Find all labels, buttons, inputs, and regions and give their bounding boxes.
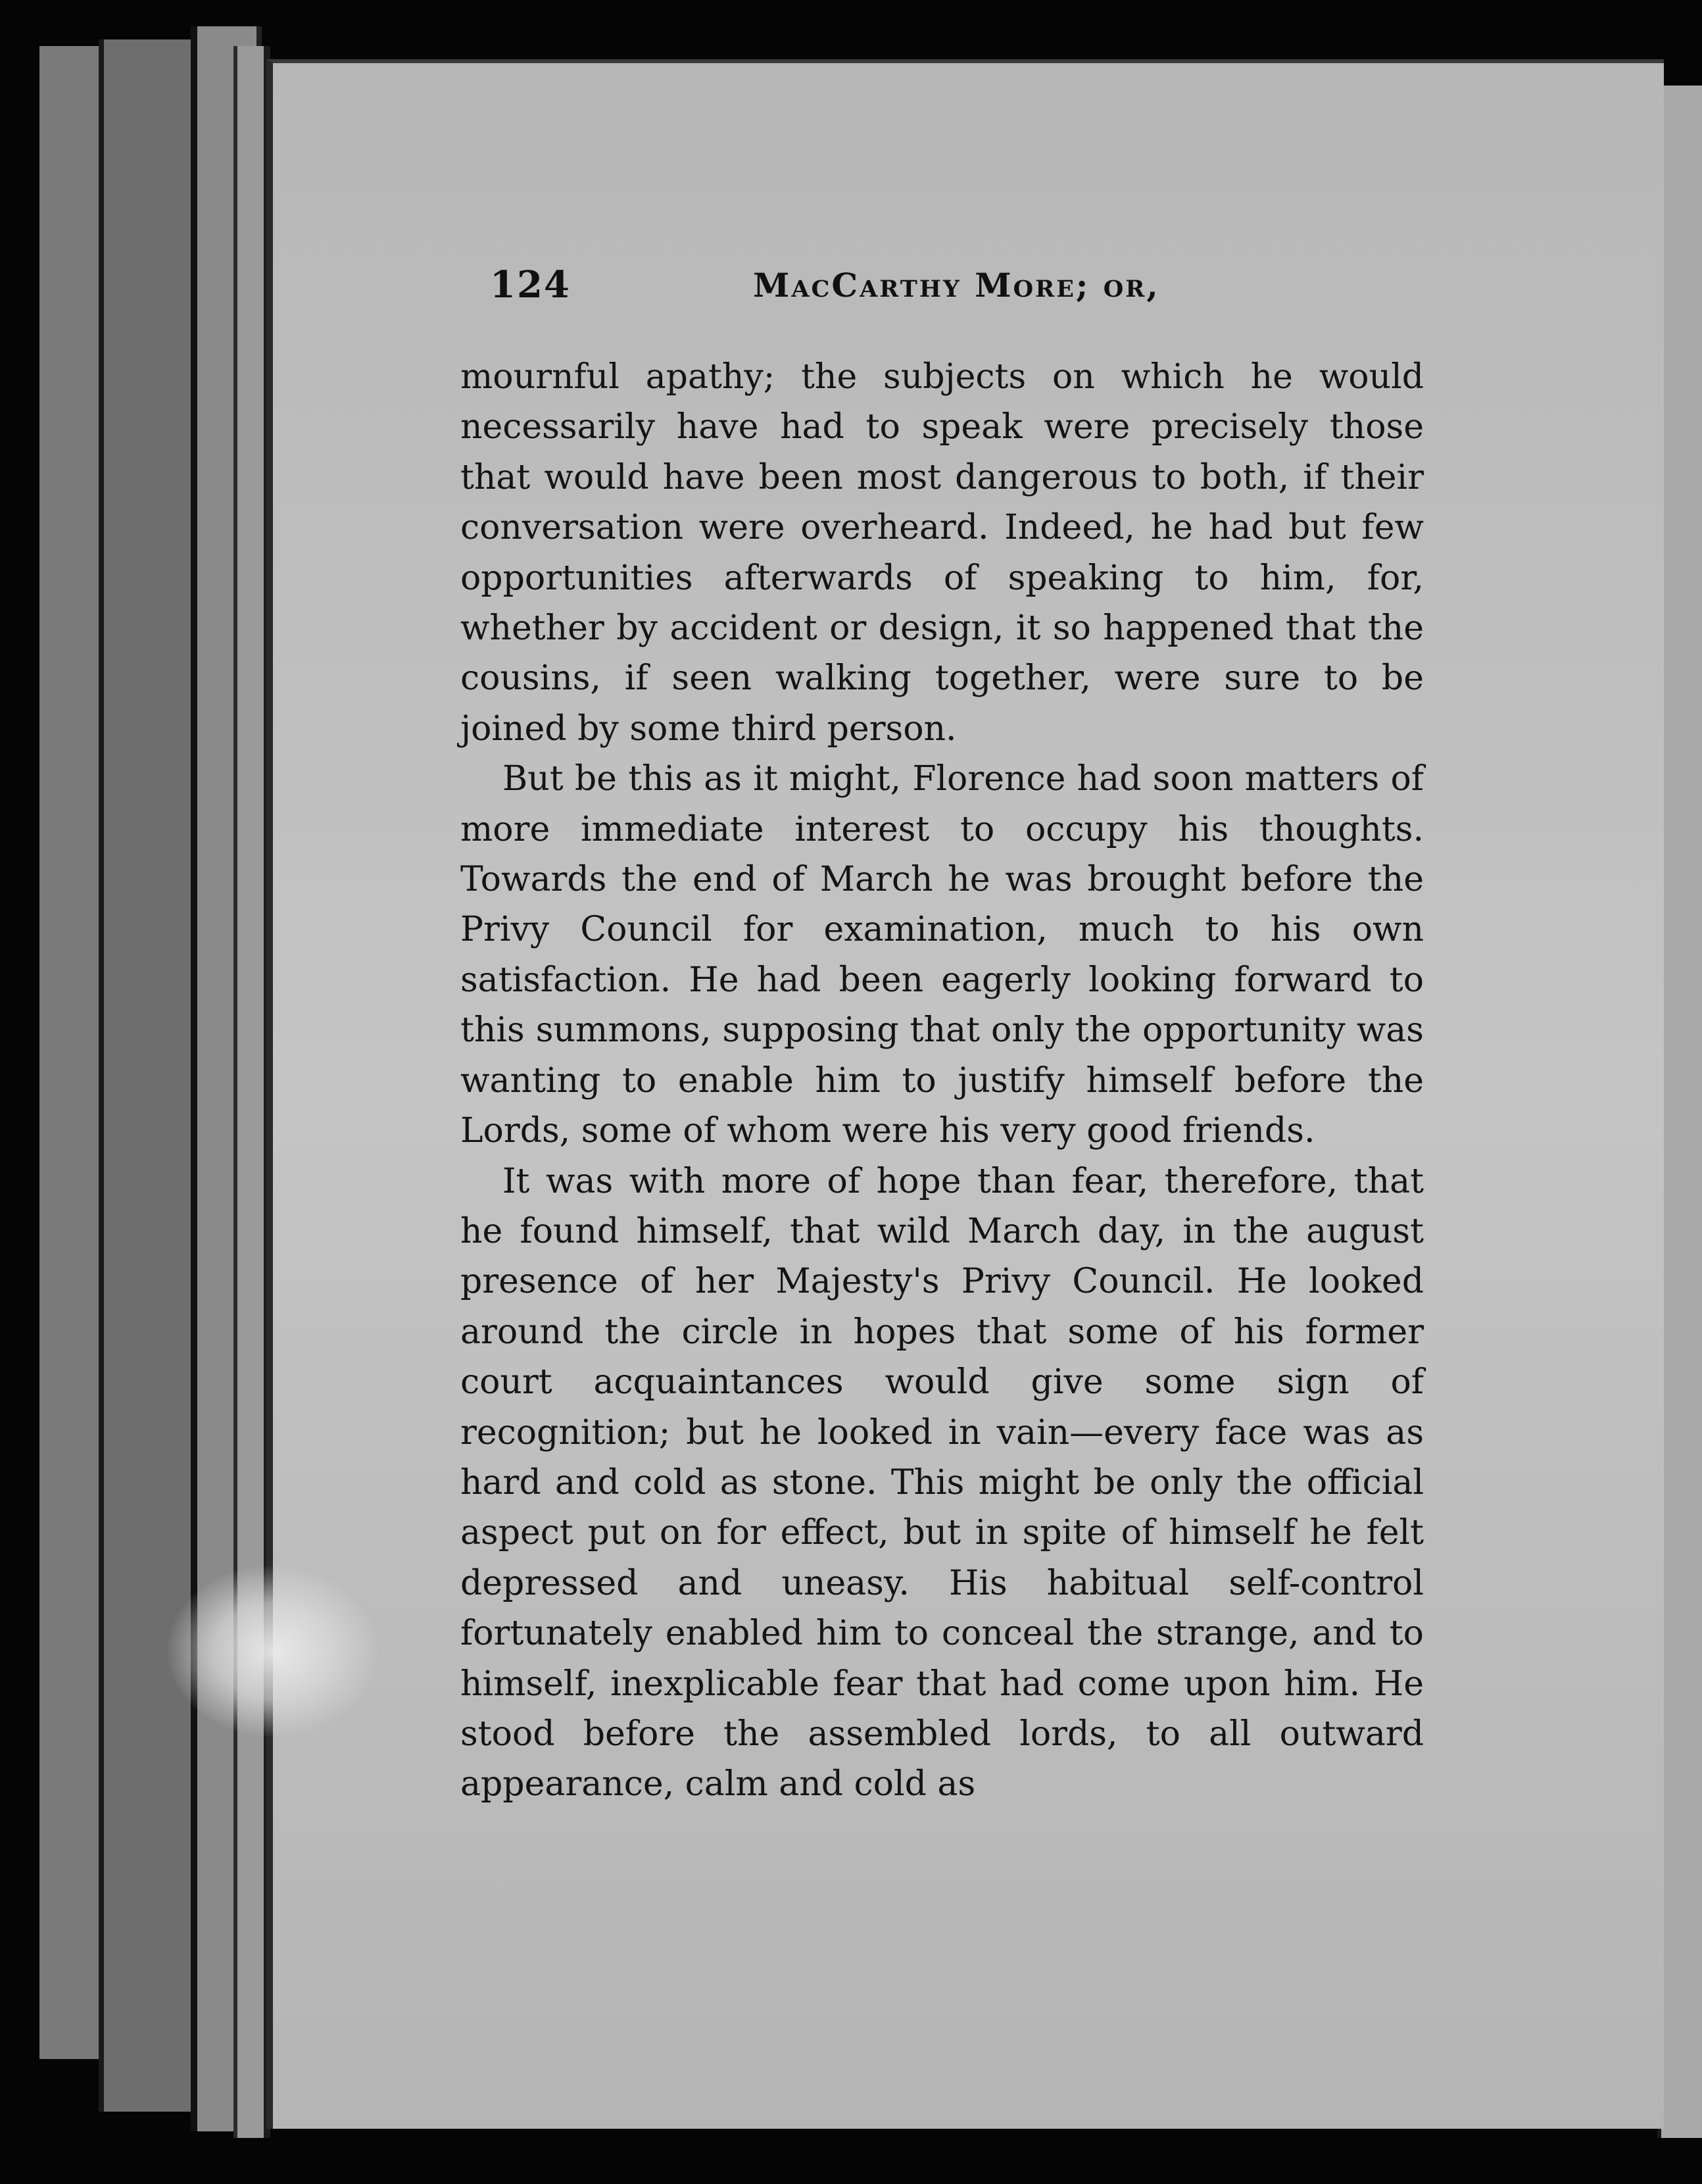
page-header bbox=[490, 263, 1424, 316]
page-number: 124 bbox=[490, 263, 571, 307]
scan-smudge bbox=[168, 1566, 378, 1737]
book-edge-line bbox=[233, 46, 270, 2138]
facing-page-edge bbox=[1657, 86, 1702, 2138]
paragraph: mournful apathy; the subjects on which he would necessarily have had to speak were precisely those that would have been most dangerous to both, if their conversation were overheard. Indeed, he had but few opportunities afterwards of speaking to him, for, whether by accident or design, it so happened that the cousins, if seen walking together, were sure to be joined by some third person. bbox=[460, 357, 1424, 749]
body-text bbox=[460, 352, 1424, 1810]
paragraph: It was with more of hope than fear, therefore, that he found himself, that wild March day, in the august presence of her Majesty's Privy Council. He looked around the circle in hopes that some of his former court acquaintances would give some sign of recognition; but he looked in vain—every face was as hard and cold as stone. This might be only the official aspect put on for effect, but in spite of himself he felt depressed and uneasy. His habitual self-control fortunately enabled him to conceal the strange, and to himself, inexplicable fear that had come upon him. He stood before the assembled lords, to all outward appearance, calm and cold as bbox=[460, 1161, 1424, 1804]
paragraph: But be this as it might, Florence had soon matters of more immediate interest to occupy his thoughts. Towards the end of March he was brought before the Privy Council for examination, much to his own satisfaction. He had been eagerly looking forward to this summons, supposing that only the opportunity was wanting to enable him to justify himself before the Lords, some of whom were his very good friends. bbox=[460, 759, 1424, 1151]
running-title: MacCarthy More; or, bbox=[753, 266, 1160, 305]
